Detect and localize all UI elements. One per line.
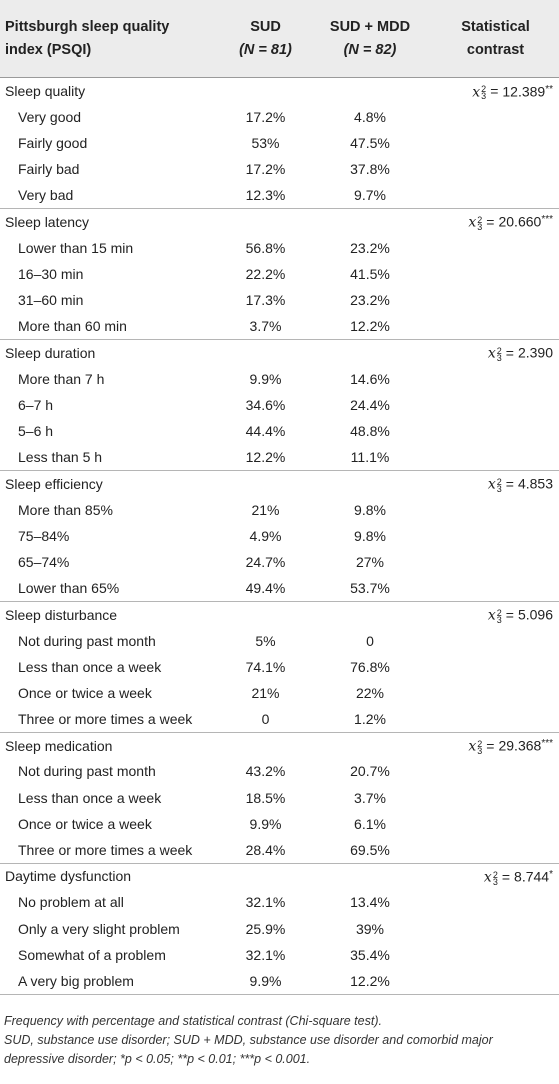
sud-mdd-value: 0	[366, 632, 374, 649]
significance-stars: **	[545, 83, 553, 95]
empty-cell	[424, 706, 559, 732]
empty-cell	[424, 785, 559, 811]
empty-cell	[424, 968, 559, 994]
footnote-line2: SUD, substance use disorder; SUD + MDD, substance use disorder and comorbid major depressive disorder; *p < 0.05; **p < 0.01; ***p < 0.001.	[4, 1033, 493, 1066]
header-stat-line2: contrast	[466, 41, 525, 58]
sud-value: 53%	[251, 134, 280, 151]
empty-cell	[424, 627, 559, 653]
empty-cell	[316, 863, 424, 889]
empty-cell	[424, 811, 559, 837]
empty-cell	[215, 339, 316, 365]
empty-cell	[424, 392, 559, 418]
empty-cell	[424, 287, 559, 313]
chi-superscript: 2	[496, 345, 502, 356]
sud-mdd-value: 27%	[355, 553, 385, 570]
sud-mdd-value: 48.8%	[350, 423, 390, 440]
equals-sign: =	[486, 737, 495, 754]
sud-value: 9.9%	[249, 370, 282, 387]
header-stat-line1: Statistical	[461, 18, 530, 35]
chi-symbol: x	[483, 869, 492, 886]
empty-cell	[424, 261, 559, 287]
row-label: 65–74%	[18, 553, 70, 570]
header-statistical-contrast	[424, 0, 559, 78]
sud-mdd-value: 13.4%	[350, 894, 390, 911]
chi-superscript: 2	[492, 869, 498, 880]
header-psqi	[0, 0, 215, 78]
table-body	[0, 78, 559, 995]
chi-symbol: x	[472, 84, 481, 101]
empty-cell	[424, 837, 559, 863]
empty-cell	[424, 366, 559, 392]
category-label: Daytime dysfunction	[0, 863, 215, 889]
category-row	[0, 732, 559, 758]
sud-mdd-value: 53.7%	[350, 579, 390, 596]
table-row	[0, 942, 559, 968]
table-row	[0, 837, 559, 863]
sud-value: 3.7%	[249, 318, 282, 335]
chi-value: 20.660	[498, 213, 542, 230]
empty-cell	[424, 889, 559, 915]
table-row	[0, 706, 559, 732]
equals-sign: =	[505, 344, 514, 361]
header-sud-label: SUD	[250, 18, 281, 35]
chi-superscript: 2	[496, 607, 502, 618]
chi-symbol: x	[468, 214, 477, 231]
header-row	[0, 0, 559, 78]
sud-mdd-value: 9.7%	[354, 187, 386, 204]
row-label: Once or twice a week	[18, 684, 152, 701]
sud-value: 9.9%	[249, 815, 282, 832]
table-row	[0, 916, 559, 942]
sud-value: 43.2%	[245, 763, 286, 780]
row-label: Three or more times a week	[18, 841, 193, 858]
row-label: Fairly bad	[18, 161, 80, 178]
sud-value: 17.3%	[245, 292, 286, 309]
chi-value: 2.390	[517, 344, 553, 361]
empty-cell	[316, 208, 424, 234]
sud-mdd-value: 11.1%	[350, 448, 390, 465]
row-label: Less than once a week	[18, 658, 162, 675]
header-sud-n: (N = 81)	[239, 41, 292, 58]
category-label: Sleep latency	[0, 208, 215, 234]
header-sud	[215, 0, 316, 78]
row-label: 5–6 h	[18, 423, 54, 440]
chi-subscript: 3	[477, 222, 483, 233]
equals-sign: =	[505, 606, 514, 623]
table-row	[0, 549, 559, 575]
table-row	[0, 758, 559, 784]
sud-mdd-value: 35.4%	[350, 946, 390, 963]
equals-sign: =	[486, 213, 495, 230]
sud-value: 5%	[255, 632, 276, 649]
sud-value: 28.4%	[245, 841, 286, 858]
row-label: Once or twice a week	[18, 815, 152, 832]
chi-subscript: 3	[481, 91, 487, 102]
sud-value: 49.4%	[245, 579, 286, 596]
row-label: More than 85%	[18, 501, 113, 518]
empty-cell	[215, 208, 316, 234]
chi-square-statistic	[424, 601, 559, 627]
table-row	[0, 313, 559, 339]
sud-value: 22.2%	[245, 265, 286, 282]
footnote-line1: Frequency with percentage and statistical contrast (Chi-square test).	[4, 1014, 382, 1028]
empty-cell	[424, 942, 559, 968]
chi-symbol: x	[468, 738, 477, 755]
empty-cell	[424, 156, 559, 182]
header-psqi-line1: Pittsburgh sleep quality	[5, 18, 170, 35]
row-label: A very big problem	[0, 968, 215, 994]
table-row	[0, 627, 559, 653]
sud-mdd-value: 1.2%	[354, 710, 386, 727]
empty-cell	[316, 470, 424, 496]
sud-value: 56.8%	[245, 239, 286, 256]
category-row	[0, 339, 559, 365]
sud-value: 44.4%	[245, 423, 286, 440]
chi-superscript: 2	[477, 738, 483, 749]
row-label: No problem at all	[18, 894, 124, 911]
chi-value: 29.368	[498, 737, 542, 754]
sud-mdd-value: 9.8%	[354, 501, 386, 518]
chi-superscript: 2	[481, 83, 487, 94]
sud-mdd-value: 23.2%	[350, 239, 390, 256]
sud-mdd-value: 4.8%	[354, 108, 386, 125]
row-label: 6–7 h	[18, 396, 54, 413]
sud-value: 18.5%	[245, 789, 286, 806]
chi-square-statistic	[424, 339, 559, 365]
empty-cell	[424, 549, 559, 575]
category-row	[0, 78, 559, 104]
sud-value: 9.9%	[215, 968, 316, 994]
empty-cell	[215, 863, 316, 889]
row-label: Very good	[18, 108, 82, 125]
empty-cell	[424, 130, 559, 156]
chi-square-statistic	[424, 78, 559, 104]
chi-symbol: x	[487, 476, 496, 493]
chi-value: 4.853	[517, 475, 553, 492]
sud-mdd-value: 23.2%	[350, 292, 390, 309]
table-row	[0, 968, 559, 994]
chi-square-statistic	[424, 470, 559, 496]
sud-mdd-value: 69.5%	[350, 841, 390, 858]
empty-cell	[424, 418, 559, 444]
chi-subscript: 3	[477, 745, 483, 756]
row-label: Three or more times a week	[18, 710, 193, 727]
header-sud-mdd	[316, 0, 424, 78]
empty-cell	[424, 104, 559, 130]
empty-cell	[424, 444, 559, 470]
row-label: Lower than 65%	[18, 579, 120, 596]
header-sud-mdd-label: SUD + MDD	[329, 18, 411, 35]
chi-subscript: 3	[496, 614, 502, 625]
header-sud-mdd-n: (N = 82)	[343, 41, 397, 58]
table-row	[0, 523, 559, 549]
chi-value: 8.744	[514, 868, 550, 885]
empty-cell	[215, 732, 316, 758]
sud-value: 4.9%	[249, 527, 282, 544]
sud-value: 21%	[251, 684, 280, 701]
row-label: Less than 5 h	[18, 448, 103, 465]
table-row	[0, 811, 559, 837]
category-label: Sleep medication	[0, 732, 215, 758]
empty-cell	[424, 654, 559, 680]
table-row	[0, 785, 559, 811]
sud-value: 32.1%	[245, 946, 286, 963]
category-row	[0, 208, 559, 234]
table-row	[0, 392, 559, 418]
significance-stars: *	[549, 869, 553, 881]
chi-symbol: x	[487, 345, 496, 362]
table-row	[0, 156, 559, 182]
chi-superscript: 2	[496, 476, 502, 487]
table-row	[0, 366, 559, 392]
empty-cell	[316, 732, 424, 758]
empty-cell	[424, 182, 559, 208]
table-row	[0, 261, 559, 287]
row-label: Somewhat of a problem	[18, 946, 166, 963]
significance-stars: ***	[541, 214, 553, 226]
chi-value: 5.096	[517, 606, 553, 623]
row-label: Not during past month	[18, 632, 156, 649]
sud-mdd-value: 37.8%	[350, 161, 390, 178]
table-row	[0, 130, 559, 156]
table-header	[0, 0, 559, 78]
sud-value: 25.9%	[245, 920, 286, 937]
empty-cell	[424, 680, 559, 706]
chi-square-statistic	[424, 732, 559, 758]
chi-subscript: 3	[496, 353, 502, 364]
empty-cell	[424, 497, 559, 523]
empty-cell	[316, 601, 424, 627]
sud-mdd-value: 12.2%	[316, 968, 424, 994]
table-row	[0, 680, 559, 706]
row-label: Fairly good	[18, 134, 88, 151]
sud-mdd-value: 24.4%	[350, 396, 390, 413]
chi-symbol: x	[487, 607, 496, 624]
table-row	[0, 889, 559, 915]
sud-mdd-value: 20.7%	[350, 763, 390, 780]
table-row	[0, 497, 559, 523]
category-row	[0, 601, 559, 627]
sud-value: 74.1%	[245, 658, 286, 675]
table-footnotes	[4, 1012, 554, 1069]
sud-mdd-value: 3.7%	[354, 789, 386, 806]
table-row	[0, 182, 559, 208]
row-label: Only a very slight problem	[18, 920, 180, 937]
table-row	[0, 235, 559, 261]
equals-sign: =	[490, 83, 499, 100]
empty-cell	[215, 470, 316, 496]
empty-cell	[316, 339, 424, 365]
empty-cell	[424, 758, 559, 784]
sud-value: 12.2%	[245, 448, 286, 465]
sud-mdd-value: 39%	[355, 920, 385, 937]
sud-mdd-value: 12.2%	[350, 318, 390, 335]
chi-square-statistic	[424, 863, 559, 889]
significance-stars: ***	[541, 738, 553, 750]
row-label: 16–30 min	[18, 265, 84, 282]
chi-subscript: 3	[492, 876, 498, 887]
empty-cell	[424, 575, 559, 601]
row-label: 75–84%	[18, 527, 70, 544]
table-row	[0, 287, 559, 313]
chi-square-statistic	[424, 208, 559, 234]
sud-mdd-value: 76.8%	[350, 658, 390, 675]
equals-sign: =	[501, 868, 511, 885]
sud-value: 17.2%	[245, 108, 286, 125]
category-label: Sleep efficiency	[0, 470, 215, 496]
sud-value: 34.6%	[245, 396, 286, 413]
table-row	[0, 104, 559, 130]
sud-mdd-value: 47.5%	[350, 134, 390, 151]
category-label: Sleep disturbance	[0, 601, 215, 627]
sud-value: 32.1%	[245, 894, 286, 911]
sud-value: 0	[261, 710, 270, 727]
table-row	[0, 444, 559, 470]
empty-cell	[215, 601, 316, 627]
chi-value: 12.389	[502, 83, 546, 100]
sud-value: 17.2%	[245, 161, 286, 178]
sud-mdd-value: 14.6%	[350, 370, 390, 387]
row-label: More than 60 min	[18, 318, 127, 335]
table-row	[0, 654, 559, 680]
category-label: Sleep duration	[0, 339, 215, 365]
empty-cell	[215, 78, 316, 104]
table-row	[0, 575, 559, 601]
category-row	[0, 863, 559, 889]
sud-value: 21%	[251, 501, 280, 518]
empty-cell	[424, 235, 559, 261]
sud-mdd-value: 6.1%	[354, 815, 386, 832]
category-label: Sleep quality	[0, 78, 215, 104]
row-label: Not during past month	[18, 763, 156, 780]
empty-cell	[316, 78, 424, 104]
row-label: More than 7 h	[18, 370, 105, 387]
sud-mdd-value: 9.8%	[354, 527, 386, 544]
row-label: Less than once a week	[18, 789, 162, 806]
table-row	[0, 418, 559, 444]
sud-value: 24.7%	[245, 553, 286, 570]
equals-sign: =	[505, 475, 514, 492]
empty-cell	[424, 523, 559, 549]
sud-mdd-value: 22%	[355, 684, 385, 701]
header-psqi-line2: index (PSQI)	[5, 41, 92, 58]
chi-superscript: 2	[477, 214, 483, 225]
row-label: 31–60 min	[18, 292, 84, 309]
sud-value: 12.3%	[245, 187, 286, 204]
sud-mdd-value: 41.5%	[350, 265, 390, 282]
empty-cell	[424, 916, 559, 942]
row-label: Very bad	[18, 187, 74, 204]
empty-cell	[424, 313, 559, 339]
category-row	[0, 470, 559, 496]
chi-subscript: 3	[496, 483, 502, 494]
row-label: Lower than 15 min	[18, 239, 134, 256]
